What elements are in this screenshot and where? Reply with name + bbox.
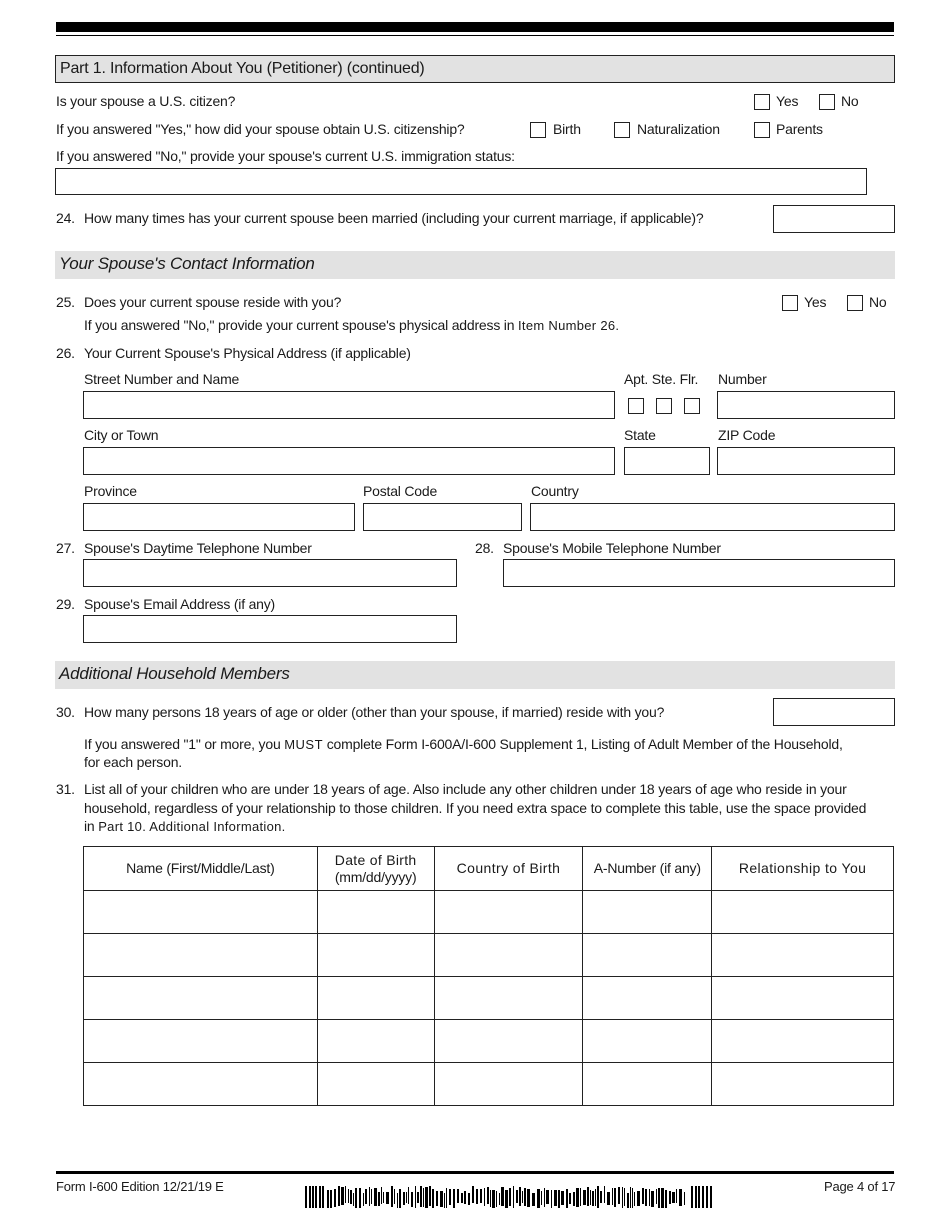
child-dob-cell[interactable] — [317, 934, 434, 977]
contact-section-title: Your Spouse's Contact Information — [59, 254, 315, 273]
citizen-no-label: No — [841, 93, 859, 109]
household-section-title: Additional Household Members — [59, 664, 290, 683]
footer-form-edition: Form I-600 Edition 12/21/19 E — [56, 1179, 224, 1194]
item29-label: Spouse's Email Address (if any) — [84, 596, 276, 612]
table-header-row — [84, 847, 894, 891]
state-label: State — [624, 427, 656, 443]
contact-section-header — [55, 251, 895, 279]
child-a-number-cell[interactable] — [583, 977, 712, 1020]
apt-ste-flr-label: Apt. Ste. Flr. — [624, 371, 699, 387]
top-thick-rule — [56, 22, 894, 32]
apt-number-field[interactable] — [717, 391, 895, 419]
adult-count-field[interactable] — [773, 698, 895, 726]
reside-no-label: No — [869, 294, 887, 310]
city-field[interactable] — [83, 447, 615, 475]
part-header-title: Part 1. Information About You (Petitioner) (continued) — [60, 60, 425, 77]
child-relationship-cell[interactable] — [712, 1063, 894, 1106]
item30-number: 30. — [56, 704, 75, 720]
street-field[interactable] — [83, 391, 615, 419]
item25-note-ref: Item Number 26. — [518, 318, 620, 333]
child-country-cell[interactable] — [434, 934, 583, 977]
table-row — [84, 1020, 894, 1063]
ste-checkbox[interactable] — [656, 398, 672, 414]
child-relationship-cell[interactable] — [712, 891, 894, 934]
item30-note-a: If you answered "1" or more, you — [84, 736, 285, 752]
daytime-phone-field[interactable] — [83, 559, 457, 587]
item30-note-b: complete Form I-600A/I-600 Supplement 1, Listing of Adult Member of the Household, — [323, 736, 843, 752]
item27-number: 27. — [56, 540, 75, 556]
country-label: Country — [531, 483, 579, 499]
obtain-question: If you answered "Yes," how did your spouse obtain U.S. citizenship? — [56, 121, 465, 137]
col-header-a-number: A-Number (if any) — [583, 847, 712, 891]
part-header — [55, 55, 895, 83]
child-relationship-cell[interactable] — [712, 1020, 894, 1063]
top-thin-rule — [56, 35, 894, 36]
col-header-dob-line2: (mm/dd/yyyy) — [334, 868, 417, 885]
reside-no-checkbox[interactable] — [847, 295, 863, 311]
naturalization-checkbox[interactable] — [614, 122, 630, 138]
city-label: City or Town — [84, 427, 159, 443]
child-dob-cell[interactable] — [317, 977, 434, 1020]
children-table — [83, 846, 894, 1106]
child-a-number-cell[interactable] — [583, 934, 712, 977]
item31-line1: List all of your children who are under 18 years of age. Also include any other children under 18 years of age who reside in your — [84, 781, 847, 797]
item24-number: 24. — [56, 210, 75, 226]
col-header-dob-line1: Date of Birth — [334, 851, 417, 868]
child-country-cell[interactable] — [434, 891, 583, 934]
household-section-header — [55, 661, 895, 689]
item28-label: Spouse's Mobile Telephone Number — [503, 540, 721, 556]
child-dob-cell[interactable] — [317, 1020, 434, 1063]
postal-code-field[interactable] — [363, 503, 522, 531]
status-question: If you answered "No," provide your spouse's current U.S. immigration status: — [56, 148, 515, 164]
item31-line3 — [84, 817, 286, 836]
child-name-cell[interactable] — [84, 1020, 318, 1063]
child-name-cell[interactable] — [84, 1063, 318, 1106]
item30-note — [84, 735, 843, 754]
item25-note — [84, 316, 619, 335]
table-row — [84, 891, 894, 934]
item28-number: 28. — [475, 540, 494, 556]
mobile-phone-field[interactable] — [503, 559, 895, 587]
col-header-country: Country of Birth — [434, 847, 583, 891]
province-label: Province — [84, 483, 137, 499]
country-field[interactable] — [530, 503, 895, 531]
parents-checkbox[interactable] — [754, 122, 770, 138]
item31-number: 31. — [56, 781, 75, 797]
child-a-number-cell[interactable] — [583, 1020, 712, 1063]
citizen-yes-label: Yes — [776, 93, 799, 109]
child-relationship-cell[interactable] — [712, 977, 894, 1020]
citizen-yes-checkbox[interactable] — [754, 94, 770, 110]
child-country-cell[interactable] — [434, 1020, 583, 1063]
citizen-question: Is your spouse a U.S. citizen? — [56, 93, 236, 109]
item26-number: 26. — [56, 345, 75, 361]
immigration-status-field[interactable] — [55, 168, 867, 195]
reside-yes-checkbox[interactable] — [782, 295, 798, 311]
item30-question: How many persons 18 years of age or older (other than your spouse, if married) reside with you? — [84, 704, 665, 720]
item26-title: Your Current Spouse's Physical Address (if applicable) — [84, 345, 411, 361]
times-married-field[interactable] — [773, 205, 895, 233]
item29-number: 29. — [56, 596, 75, 612]
child-dob-cell[interactable] — [317, 891, 434, 934]
reside-yes-label: Yes — [804, 294, 827, 310]
citizen-no-checkbox[interactable] — [819, 94, 835, 110]
item30-note-line2: for each person. — [84, 754, 182, 770]
barcode-image — [305, 1186, 713, 1208]
item25-question: Does your current spouse reside with you? — [84, 294, 342, 310]
province-field[interactable] — [83, 503, 355, 531]
birth-checkbox[interactable] — [530, 122, 546, 138]
email-field[interactable] — [83, 615, 457, 643]
naturalization-label: Naturalization — [637, 121, 720, 137]
item27-label: Spouse's Daytime Telephone Number — [84, 540, 312, 556]
postal-label: Postal Code — [363, 483, 438, 499]
flr-checkbox[interactable] — [684, 398, 700, 414]
item25-number: 25. — [56, 294, 75, 310]
child-relationship-cell[interactable] — [712, 934, 894, 977]
zip-field[interactable] — [717, 447, 895, 475]
table-row — [84, 934, 894, 977]
child-country-cell[interactable] — [434, 1063, 583, 1106]
child-name-cell[interactable] — [84, 891, 318, 934]
footer-page-number: Page 4 of 17 — [824, 1179, 896, 1194]
birth-label: Birth — [553, 121, 581, 137]
parents-label: Parents — [776, 121, 823, 137]
apt-number-label: Number — [718, 371, 767, 387]
item31-line3-ref: Part 10. Additional Information. — [98, 819, 286, 834]
child-name-cell[interactable] — [84, 977, 318, 1020]
apt-checkbox[interactable] — [628, 398, 644, 414]
item30-note-must: MUST — [284, 737, 324, 752]
zip-label: ZIP Code — [718, 427, 776, 443]
child-a-number-cell[interactable] — [583, 891, 712, 934]
item25-note-text: If you answered "No," provide your current spouse's physical address in — [84, 317, 518, 333]
col-header-relationship: Relationship to You — [712, 847, 894, 891]
child-a-number-cell[interactable] — [583, 1063, 712, 1106]
item31-line3-prefix: in — [84, 818, 99, 834]
col-header-dob — [317, 847, 434, 891]
child-country-cell[interactable] — [434, 977, 583, 1020]
col-header-name: Name (First/Middle/Last) — [84, 847, 318, 891]
state-field[interactable] — [624, 447, 710, 475]
item24-question: How many times has your current spouse been married (including your current marriage, if applicable)? — [84, 210, 704, 226]
table-row — [84, 1063, 894, 1106]
item31-line2: household, regardless of your relationship to those children. If you need extra space to complete this table, use the space provided — [84, 800, 867, 816]
footer-rule — [56, 1171, 894, 1174]
child-dob-cell[interactable] — [317, 1063, 434, 1106]
street-label: Street Number and Name — [84, 371, 240, 387]
child-name-cell[interactable] — [84, 934, 318, 977]
table-row — [84, 977, 894, 1020]
